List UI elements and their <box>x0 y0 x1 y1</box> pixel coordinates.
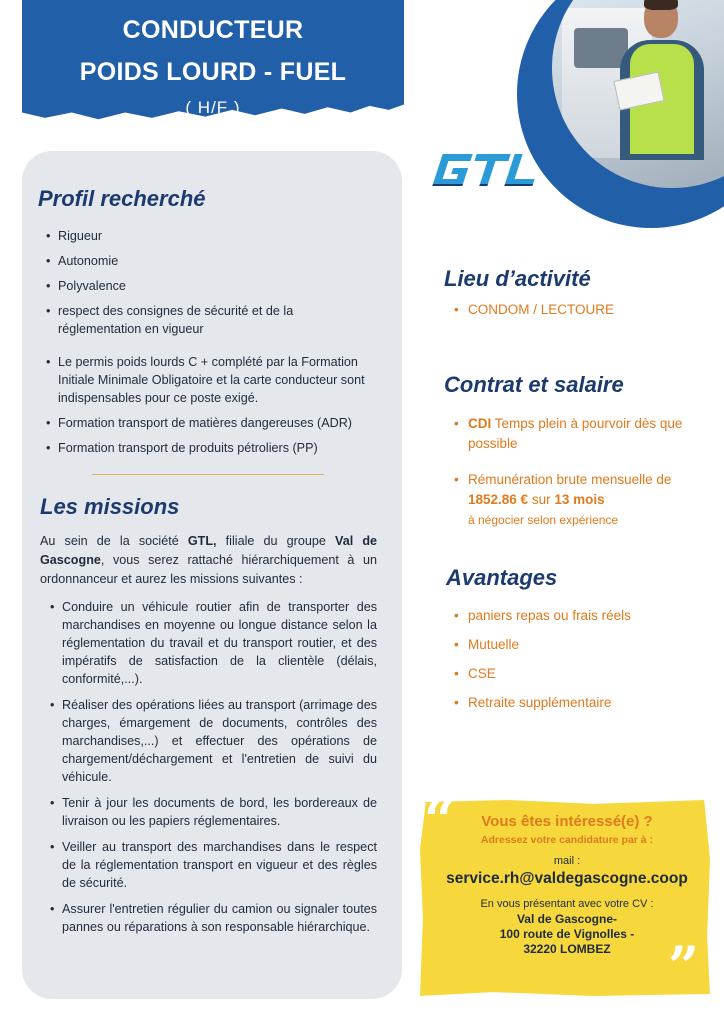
lieu-list <box>454 300 694 320</box>
missions-heading: Les missions <box>40 494 180 519</box>
section-divider <box>92 474 324 475</box>
gender-label: ( H/F ) <box>185 98 241 117</box>
missions-list <box>50 598 377 944</box>
lieu-heading: Lieu d’activité <box>444 266 591 291</box>
cv-label: En vous présentant avec votre CV : <box>480 898 654 910</box>
list-item: • Le permis poids lourds C + complété par la Formation Initiale Minimale Obligatoire et la carte conducteur sont indispensables pour ce poste exigé. <box>46 353 366 407</box>
avantages-heading: Avantages <box>446 565 558 590</box>
address-line3: 32220 LOMBEZ <box>523 942 611 956</box>
list-item: • CSE <box>454 664 694 684</box>
list-item: • Assurer l'entretien régulier du camion ou signaler toutes pannes ou réparations à son responsable hiérarchique. <box>50 900 377 936</box>
driver-hair <box>644 0 678 10</box>
contract-type: • CDI Temps plein à pourvoir dès que possible <box>454 414 690 454</box>
list-item: • Polyvalence <box>46 277 366 295</box>
quote-close-icon: ” <box>668 934 700 998</box>
contact-subline: Adressez votre candidature par à : <box>480 834 654 846</box>
list-item: • Mutuelle <box>454 635 694 655</box>
list-item: • Tenir à jour les documents de bord, les bordereaux de livraison ou les papiers réglementaires. <box>50 794 377 830</box>
profil-heading: Profil recherché <box>38 186 206 211</box>
list-item: • Formation transport de produits pétroliers (PP) <box>46 439 366 457</box>
contrat-heading: Contrat et salaire <box>444 372 624 397</box>
salary-info: • Rémunération brute mensuelle de 1852.86 € sur 13 mois à négocier selon expérience <box>454 470 690 530</box>
list-item: • Retraite supplémentaire <box>454 693 694 713</box>
contact-headline: Vous êtes intéressé(e) ? <box>481 813 653 830</box>
gtl-logo-icon <box>430 150 552 190</box>
list-item: • Rigueur <box>46 227 366 245</box>
quote-open-icon: “ <box>424 788 456 852</box>
list-item: • Veiller au transport des marchandises dans le respect de la réglementation transport en vigueur et des règles de sécurité. <box>50 838 377 892</box>
location-value: • CONDOM / LECTOURE <box>454 300 694 320</box>
job-title-line2: POIDS LOURD - FUEL <box>79 58 347 86</box>
contact-email[interactable]: service.rh@valdegascogne.coop <box>446 870 688 887</box>
mail-label: mail : <box>553 855 581 867</box>
list-item: • Autonomie <box>46 252 366 270</box>
address-line2: 100 route de Vignolles - <box>499 927 635 941</box>
list-item: • respect des consignes de sécurité et de la réglementation en vigueur <box>46 302 366 338</box>
list-item: • paniers repas ou frais réels <box>454 606 694 626</box>
list-item: • Formation transport de matières dangereuses (ADR) <box>46 414 366 432</box>
list-item: • Conduire un véhicule routier afin de transporter des marchandises en moyenne ou longue distance selon la réglementation du travail et du transport routier, et des impératifs de satisfaction de la clientèle (délais, conformité,...). <box>50 598 377 688</box>
contrat-list <box>454 414 690 546</box>
profil-list-b <box>46 353 366 464</box>
missions-intro: Au sein de la société GTL, filiale du groupe Val de Gascogne, vous serez rattaché hiérarchiquement à un ordonnanceur et aurez les missions suivantes : <box>40 534 378 586</box>
job-title-line1: CONDUCTEUR <box>122 16 304 44</box>
list-item: • Réaliser des opérations liées au transport (arrimage des charges, émargement de documents, contrôles des marchandises,...) et effectuer des opérations de chargement/déchargement et l'entretien de suivi du véhicule. <box>50 696 377 786</box>
avantages-list <box>454 606 694 722</box>
salary-note: à négocier selon expérience <box>468 513 619 527</box>
profil-list-a <box>46 227 366 345</box>
address-line1: Val de Gascogne- <box>516 912 618 926</box>
